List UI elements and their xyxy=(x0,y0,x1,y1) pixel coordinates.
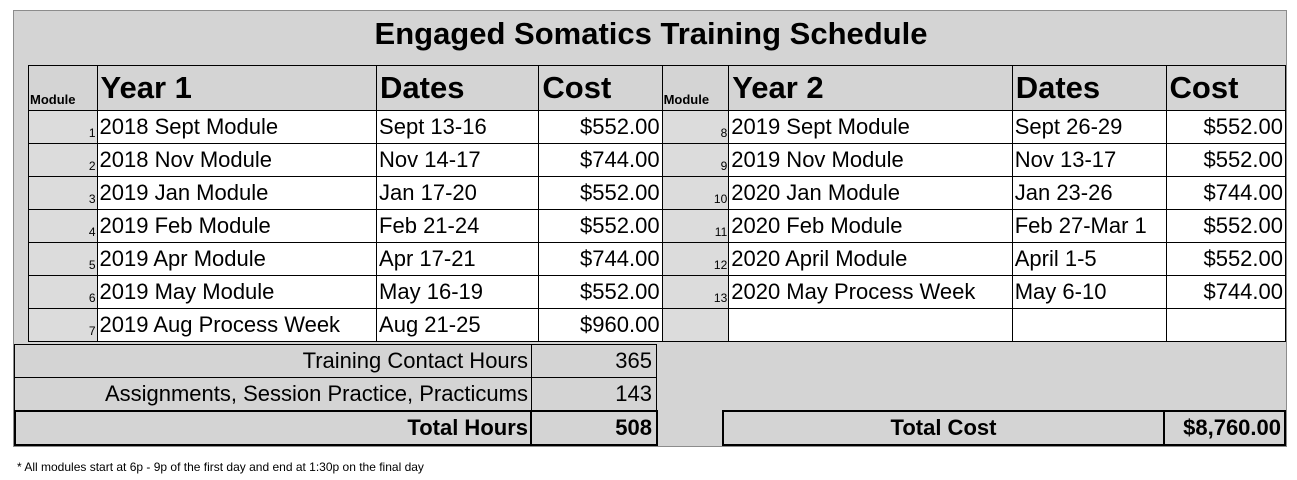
module-cost: $552.00 xyxy=(539,177,662,210)
module-number xyxy=(662,309,729,342)
assign-hours-value: 143 xyxy=(615,381,652,406)
module-dates: May 16-19 xyxy=(377,276,539,309)
module-cost: $552.00 xyxy=(1166,243,1286,276)
footnote: * All modules start at 6p - 9p of the first day and end at 1:30p on the final day xyxy=(17,460,424,474)
module-name: 2019 Nov Module xyxy=(729,144,1012,177)
module-dates: May 6-10 xyxy=(1012,276,1166,309)
module-name: 2018 Nov Module xyxy=(97,144,377,177)
contact-hours-value: 365 xyxy=(615,348,652,373)
hours-summary xyxy=(14,344,658,446)
total-cost-label: Total Cost xyxy=(890,415,997,440)
total-cost-value-cell xyxy=(1163,410,1286,446)
module-header: Module xyxy=(662,66,729,111)
module-name: 2020 Feb Module xyxy=(729,210,1012,243)
module-dates: Sept 13-16 xyxy=(377,111,539,144)
module-cost: $552.00 xyxy=(539,210,662,243)
module-number: 6 xyxy=(29,276,98,309)
module-header: Module xyxy=(29,66,98,111)
table-row xyxy=(29,144,1286,177)
module-dates: April 1-5 xyxy=(1012,243,1166,276)
module-name: 2019 Aug Process Week xyxy=(97,309,377,342)
module-cost: $552.00 xyxy=(1166,210,1286,243)
module-cost: $552.00 xyxy=(1166,111,1286,144)
header-row xyxy=(29,66,1286,111)
module-number: 4 xyxy=(29,210,98,243)
total-cost-value: $8,760.00 xyxy=(1183,415,1281,440)
module-number: 8 xyxy=(662,111,729,144)
module-name xyxy=(729,309,1012,342)
module-cost xyxy=(1166,309,1286,342)
module-name: 2020 Jan Module xyxy=(729,177,1012,210)
module-dates: Jan 17-20 xyxy=(377,177,539,210)
module-dates: Jan 23-26 xyxy=(1012,177,1166,210)
module-cost: $744.00 xyxy=(1166,177,1286,210)
total-cost-label-cell xyxy=(722,410,1165,446)
contact-hours-label: Training Contact Hours xyxy=(302,348,528,373)
year1-dates-header: Dates xyxy=(377,66,539,111)
year2-header: Year 2 xyxy=(729,66,1012,111)
module-number: 3 xyxy=(29,177,98,210)
year2-dates-header: Dates xyxy=(1012,66,1166,111)
table-row xyxy=(29,243,1286,276)
module-dates: Sept 26-29 xyxy=(1012,111,1166,144)
module-dates: Feb 21-24 xyxy=(377,210,539,243)
module-name: 2019 Feb Module xyxy=(97,210,377,243)
module-cost: $744.00 xyxy=(539,144,662,177)
table-row xyxy=(29,309,1286,342)
table-row xyxy=(29,276,1286,309)
module-number: 2 xyxy=(29,144,98,177)
module-number: 9 xyxy=(662,144,729,177)
module-dates: Feb 27-Mar 1 xyxy=(1012,210,1166,243)
module-number: 11 xyxy=(662,210,729,243)
module-name: 2020 April Module xyxy=(729,243,1012,276)
year1-cost-header: Cost xyxy=(539,66,662,111)
table-row xyxy=(29,177,1286,210)
module-cost: $552.00 xyxy=(539,276,662,309)
module-name: 2019 Sept Module xyxy=(729,111,1012,144)
module-number: 5 xyxy=(29,243,98,276)
module-cost: $552.00 xyxy=(1166,144,1286,177)
schedule-table xyxy=(28,65,1286,342)
schedule-sheet xyxy=(13,10,1287,447)
module-name: 2018 Sept Module xyxy=(97,111,377,144)
module-dates xyxy=(1012,309,1166,342)
module-name: 2019 Apr Module xyxy=(97,243,377,276)
module-number: 1 xyxy=(29,111,98,144)
total-hours-value: 508 xyxy=(615,415,652,440)
module-number: 10 xyxy=(662,177,729,210)
module-cost: $552.00 xyxy=(539,111,662,144)
module-cost: $744.00 xyxy=(539,243,662,276)
module-cost: $744.00 xyxy=(1166,276,1286,309)
total-hours-label: Total Hours xyxy=(407,415,528,440)
module-name: 2019 Jan Module xyxy=(97,177,377,210)
assign-hours-label: Assignments, Session Practice, Practicums xyxy=(104,381,528,406)
module-cost: $960.00 xyxy=(539,309,662,342)
module-name: 2020 May Process Week xyxy=(729,276,1012,309)
year1-header: Year 1 xyxy=(97,66,377,111)
table-row xyxy=(29,111,1286,144)
module-dates: Aug 21-25 xyxy=(377,309,539,342)
schedule-title: Engaged Somatics Training Schedule xyxy=(374,16,928,51)
module-number: 7 xyxy=(29,309,98,342)
module-number: 13 xyxy=(662,276,729,309)
module-dates: Apr 17-21 xyxy=(377,243,539,276)
module-dates: Nov 14-17 xyxy=(377,144,539,177)
table-row xyxy=(29,210,1286,243)
module-name: 2019 May Module xyxy=(97,276,377,309)
year2-cost-header: Cost xyxy=(1166,66,1286,111)
module-dates: Nov 13-17 xyxy=(1012,144,1166,177)
module-number: 12 xyxy=(662,243,729,276)
